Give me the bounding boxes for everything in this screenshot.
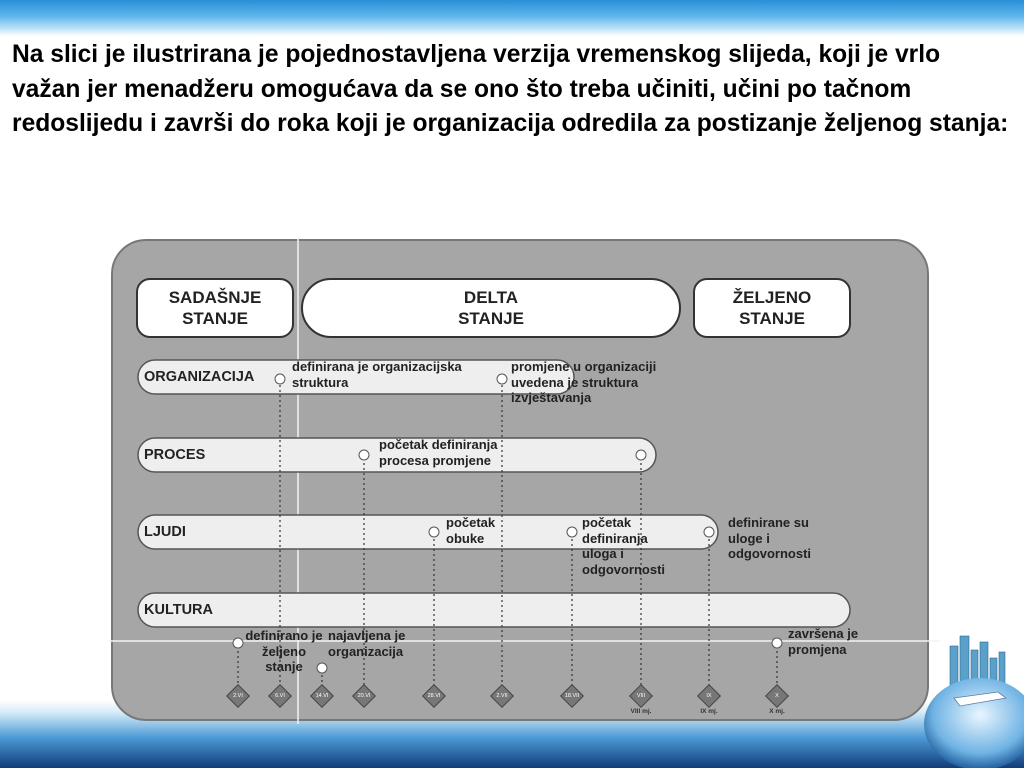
milestone-dot [704,527,714,537]
milestone-dot [233,638,243,648]
milestone-dot [567,527,577,537]
lane-kultura [138,593,850,627]
tick-label: X [775,693,779,699]
month-label: VIII mj. [630,708,652,715]
header-desired-state: ŽELJENO STANJE [693,278,851,338]
timeline-diagram [108,238,940,728]
milestone-dot [359,450,369,460]
header-current-state: SADAŠNJE STANJE [136,278,294,338]
slide-top-gradient [0,0,1024,36]
tick-label: VIII [636,693,646,699]
milestone-dot [636,450,646,460]
row-label-ljudi: LJUDI [144,524,186,540]
tick-label: 2.VI [233,693,243,699]
row-label-organizacija: ORGANIZACIJA [144,369,255,385]
note-process-start: početak definiranja procesa promjene [379,437,498,468]
note-org-change: promjene u organizaciji uvedena je struktura izvještavanja [511,359,657,405]
header-delta-state: DELTA STANJE [301,278,681,338]
row-label-proces: PROCES [144,447,206,463]
note-org-announced: najavljena je organizacija [328,628,406,659]
globe-shape [924,678,1024,768]
note-desired-defined: definirano je željeno stanje [245,628,323,674]
note-org-structure: definirana je organizacijska struktura [292,359,462,390]
tick-label: 14.VI [315,693,329,699]
milestone-dot [275,374,285,384]
note-training-start: početak obuke [446,515,496,546]
month-label: X mj. [769,708,785,715]
milestone-dot [772,638,782,648]
note-roles-start: početak definiranja uloga i odgovornosti [582,515,666,577]
tick-label: 18.VII [564,693,580,699]
tick-label: 20.VI [357,693,371,699]
globe-city-decoration [920,628,1024,768]
note-change-done: završena je promjena [788,626,859,657]
tick-label: 2.VII [496,693,508,699]
milestone-dot [497,374,507,384]
milestone-dot [429,527,439,537]
slide-heading: Na slici je ilustrirana je pojednostavljena verzija vremenskog slijeda, koji je vrlo važan jer menadžeru omogućava da se ono što treba učiniti, učini po tačnom redoslijedu i završi do roka koji je organizacija odredila za postizanje željenog stanja: [12,41,1009,137]
month-label: IX mj. [700,708,718,715]
note-roles-done: definirane su uloge i odgovornosti [728,515,812,561]
tick-label: 28.VI [427,693,441,699]
row-label-kultura: KULTURA [144,602,213,618]
tick-label: 6.VI [275,693,285,699]
tick-label: IX [706,693,712,699]
